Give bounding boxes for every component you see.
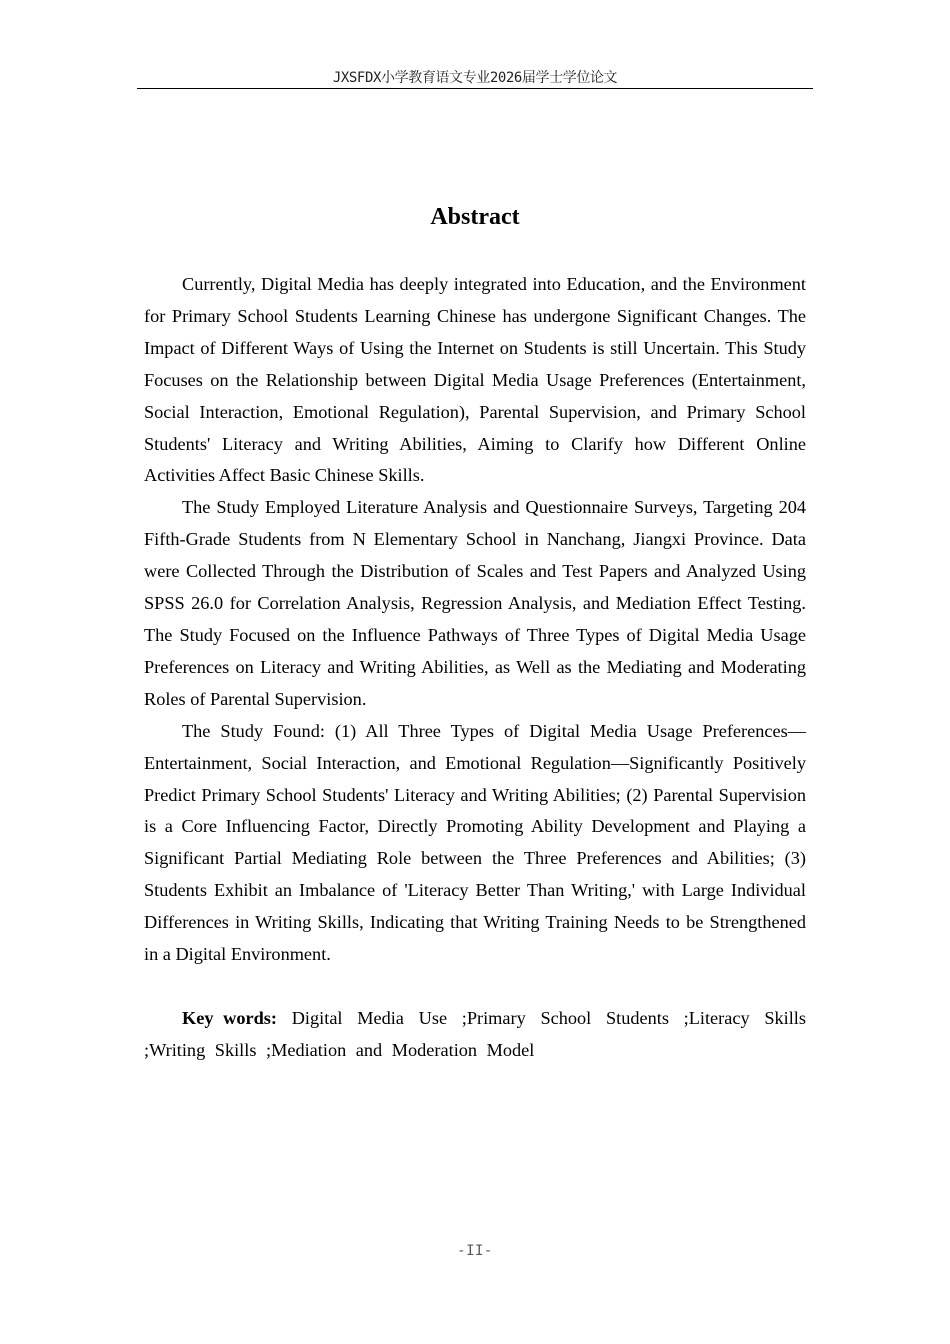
- abstract-body: [144, 269, 806, 971]
- keywords-text: Digital Media Use ;Primary School Students ;Literacy Skills ;Writing Skills ;Mediation and Moderation Model: [144, 1008, 806, 1060]
- keywords-label: Key words:: [182, 1008, 278, 1028]
- page-number: -II-: [457, 1243, 493, 1259]
- abstract-paragraph-2: The Study Employed Literature Analysis and Questionnaire Surveys, Targeting 204 Fifth-Grade Students from N Elementary School in Nanchang, Jiangxi Province. Data were Collected Through the Distribution of Scales and Test Papers and Analyzed Using SPSS 26.0 for Correlation Analysis, Regression Analysis, and Mediation Effect Testing. The Study Focused on the Influence Pathways of Three Types of Digital Media Usage Preferences on Literacy and Writing Abilities, as Well as the Mediating and Moderating Roles of Parental Supervision.: [144, 497, 806, 709]
- abstract-paragraph-3: The Study Found: (1) All Three Types of Digital Media Usage Preferences—Entertainment, Social Interaction, and Emotional Regulation—Significantly Positively Predict Primary School Students' Literacy and Writing Abilities; (2) Parental Supervision is a Core Influencing Factor, Directly Promoting Ability Development and Playing a Significant Partial Mediating Role between the Three Preferences and Abilities; (3) Students Exhibit an Imbalance of 'Literacy Better Than Writing,' with Large Individual Differences in Writing Skills, Indicating that Writing Training Needs to be Strengthened in a Digital Environment.: [144, 720, 806, 965]
- abstract-paragraph-1: Currently, Digital Media has deeply integrated into Education, and the Environment for Primary School Students Learning Chinese has undergone Significant Changes. The Impact of Different Ways of Using the Internet on Students is still Uncertain. This Study Focuses on the Relationship between Digital Media Usage Preferences (Entertainment, Social Interaction, Emotional Regulation), Parental Supervision, and Primary School Students' Literacy and Writing Abilities, Aiming to Clarify how Different Online Activities Affect Basic Chinese Skills.: [144, 274, 806, 486]
- page-header: JXSFDX小学教育语文专业2026届学士学位论文: [137, 70, 813, 89]
- keywords-line: [144, 1003, 806, 1067]
- abstract-title: Abstract: [430, 204, 520, 230]
